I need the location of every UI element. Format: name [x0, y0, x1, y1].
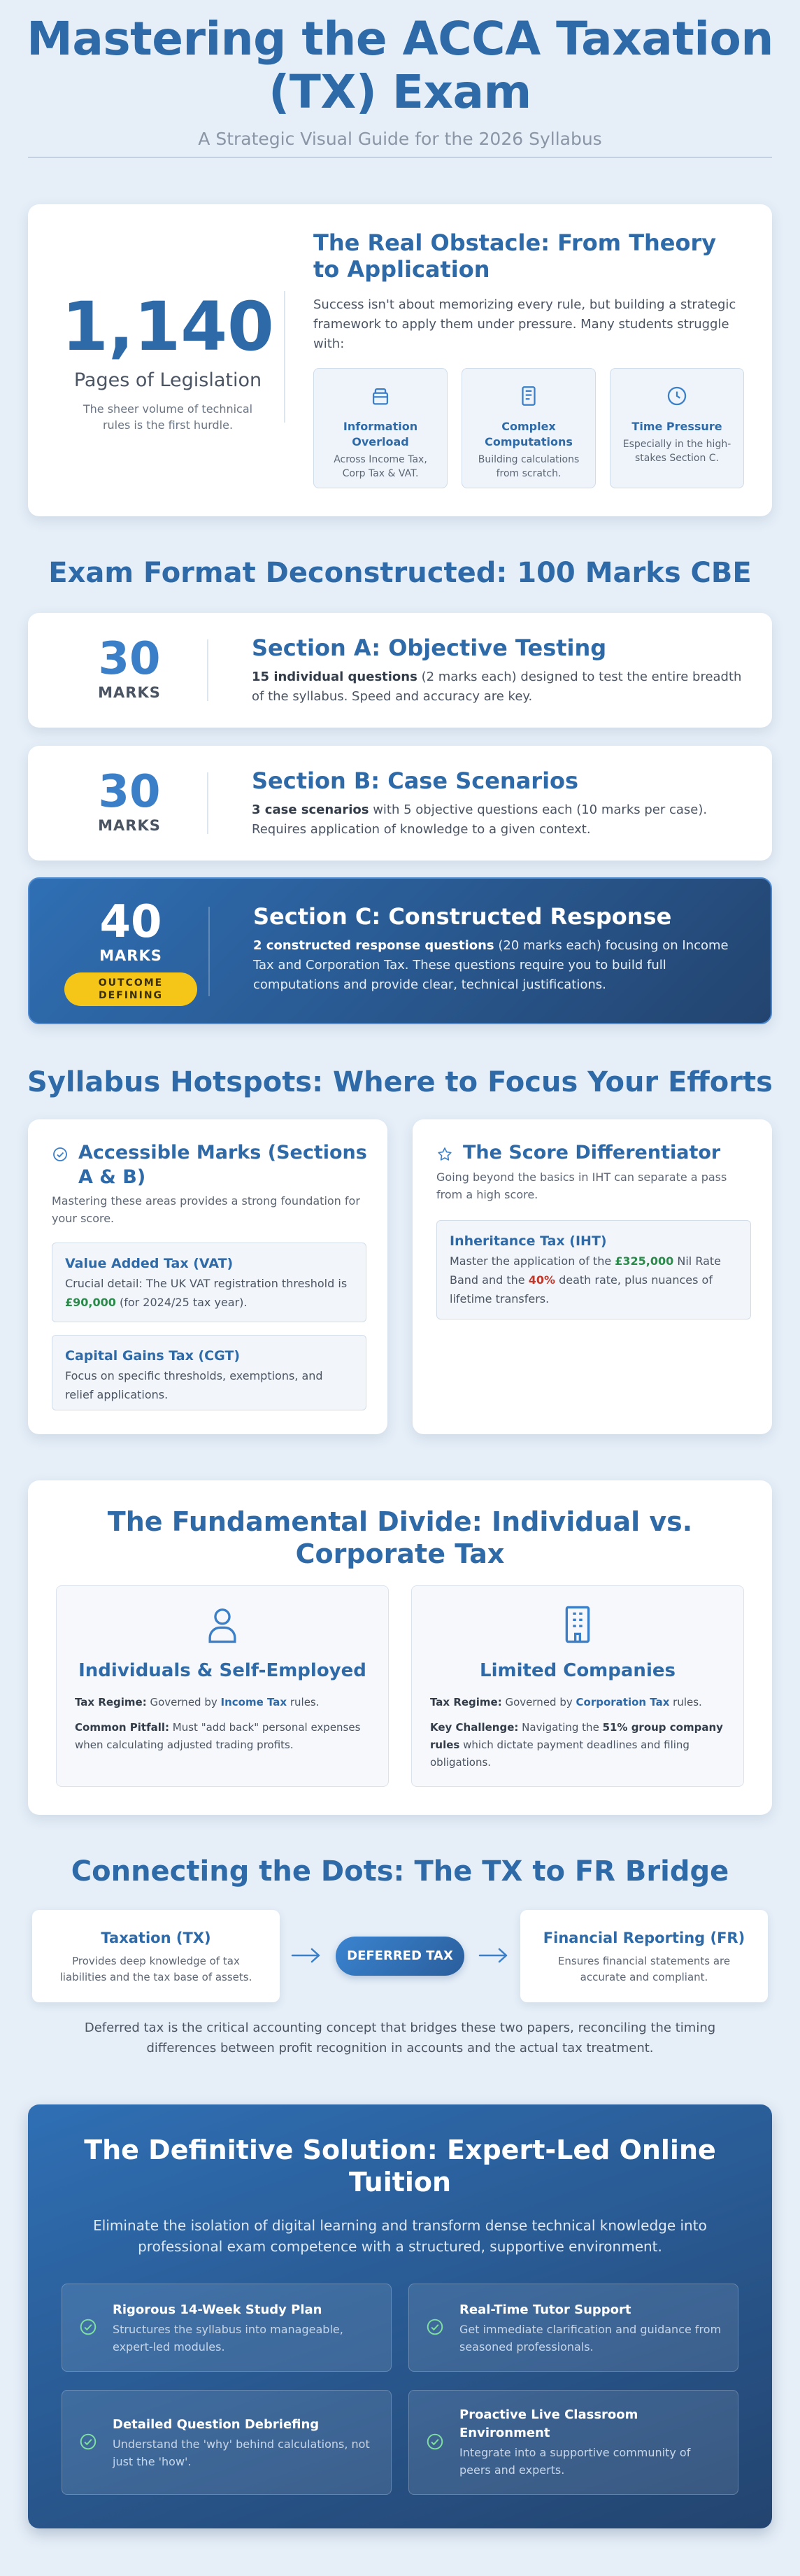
divide-title: The Fundamental Divide: Individual vs. Corporate Tax — [107, 1506, 693, 1569]
obstacle-text — [313, 229, 747, 354]
check-circle-icon — [79, 2318, 97, 2336]
card-title: Taxation (TX) — [101, 1930, 211, 1946]
layers-icon — [369, 397, 392, 411]
marks-block — [57, 897, 204, 1006]
section-body — [253, 903, 750, 995]
marks-block — [56, 767, 203, 834]
tax-regime-line: Tax Regime: Governed by Corporation Tax rules. — [430, 1696, 702, 1708]
solution-title: The Definitive Solution: Expert-Led Online Tuition — [84, 2135, 716, 2198]
solution-panel — [28, 2104, 772, 2528]
exam-section-b — [28, 746, 772, 861]
arrow-right-icon — [290, 1945, 323, 1966]
vertical-divider — [208, 907, 210, 996]
solution-item-tutor-support — [408, 2284, 738, 2372]
iht-box — [436, 1220, 751, 1319]
accessible-marks-card — [28, 1119, 387, 1434]
legislation-stat — [49, 204, 287, 516]
marks-label: MARKS — [98, 817, 161, 834]
iht-title: Inheritance Tax (IHT) — [450, 1233, 607, 1249]
marks-value: 30 — [98, 766, 161, 818]
marks-label: MARKS — [98, 684, 161, 701]
card-title: Accessible Marks (Sections A & B) — [78, 1142, 367, 1188]
exam-section-a — [28, 613, 772, 728]
pages-label: Pages of Legislation — [73, 369, 262, 391]
header-divider — [28, 157, 772, 158]
pages-count: 1,140 — [62, 288, 274, 366]
person-icon — [57, 1604, 388, 1648]
bridge-explanation: Deferred tax is the critical accounting concept that bridges these two papers, reconciling the timing differences between profit recognition in accounts and the actual tax treatment. — [84, 2021, 716, 2055]
financial-reporting-card — [520, 1910, 768, 2002]
struggles-list — [313, 368, 744, 488]
cgt-text: Focus on specific thresholds, exemptions, and relief applications. — [65, 1369, 323, 1401]
vertical-divider — [284, 291, 285, 423]
feature-title: Complex Computations — [485, 420, 573, 448]
check-circle-icon — [79, 2433, 97, 2451]
hotspots-title: Syllabus Hotspots: Where to Focus Your Efforts — [27, 1066, 773, 1098]
feature-desc: Especially in the high-stakes Section C. — [622, 439, 731, 464]
vat-box — [52, 1243, 366, 1322]
feature-complex-computations — [462, 368, 596, 488]
item-title: Real-Time Tutor Support — [459, 2302, 631, 2317]
vat-title: Value Added Tax (VAT) — [65, 1256, 234, 1271]
outcome-defining-badge: OUTCOME DEFINING — [64, 972, 197, 1006]
income-tax-link: Income Tax — [220, 1696, 287, 1708]
individuals-column — [56, 1585, 389, 1787]
marks-label: MARKS — [99, 947, 162, 964]
building-icon — [412, 1604, 743, 1648]
section-title: Section A: Objective Testing — [252, 635, 607, 661]
card-header — [436, 1140, 758, 1166]
item-title: Proactive Live Classroom Environment — [459, 2407, 638, 2440]
feature-information-overload — [313, 368, 448, 488]
column-title: Individuals & Self-Employed — [78, 1660, 366, 1681]
marks-value: 30 — [98, 633, 161, 685]
feature-time-pressure — [610, 368, 744, 488]
common-pitfall-line: Common Pitfall: Must "add back" personal expenses when calculating adjusted trading profits. — [75, 1721, 361, 1751]
item-desc: Integrate into a supportive community of peers and experts. — [459, 2446, 691, 2477]
key-challenge-line: Key Challenge: Navigating the 51% group company rules which dictate payment deadlines and filing obligations. — [430, 1721, 723, 1769]
card-desc: Ensures financial statements are accurate and compliant. — [557, 1955, 731, 1983]
card-intro: Mastering these areas provides a strong foundation for your score. — [52, 1194, 360, 1225]
marks-value: 40 — [99, 896, 162, 948]
section-body — [252, 634, 748, 707]
arrow-right-icon — [477, 1945, 510, 1966]
vertical-divider — [207, 772, 208, 834]
death-rate: 40% — [528, 1273, 555, 1287]
card-header — [52, 1140, 373, 1189]
calculator-icon — [517, 397, 541, 411]
taxation-card — [32, 1910, 280, 2002]
check-circle-icon — [52, 1140, 69, 1166]
pages-caption: The sheer volume of technical rules is the first hurdle. — [83, 402, 253, 432]
item-desc: Structures the syllabus into manageable, expert-led modules. — [113, 2323, 343, 2354]
feature-title: Information Overload — [343, 420, 418, 448]
vat-text: Crucial detail: The UK VAT registration threshold is £90,000 (for 2024/25 tax year). — [65, 1277, 348, 1309]
item-desc: Get immediate clarification and guidance from seasoned professionals. — [459, 2323, 722, 2354]
exam-section-c — [28, 877, 772, 1024]
obstacle-title: The Real Obstacle: From Theory to Application — [313, 229, 717, 283]
section-title: Section C: Constructed Response — [253, 903, 672, 930]
obstacle-paragraph: Success isn't about memorizing every rule, but building a strategic framework to apply them under pressure. Many students struggle with: — [313, 297, 736, 351]
solution-item-live-classroom — [408, 2390, 738, 2495]
cgt-box — [52, 1335, 366, 1410]
vat-threshold: £90,000 — [65, 1296, 116, 1309]
item-title: Rigorous 14-Week Study Plan — [113, 2302, 322, 2317]
check-circle-icon — [426, 2433, 444, 2451]
section-title: Section B: Case Scenarios — [252, 767, 579, 794]
score-differentiator-card — [413, 1119, 772, 1434]
card-title: The Score Differentiator — [463, 1142, 721, 1163]
nil-rate-band: £325,000 — [615, 1254, 674, 1268]
card-title: Financial Reporting (FR) — [543, 1930, 745, 1946]
solution-item-debriefing — [62, 2390, 392, 2495]
tax-regime-line: Tax Regime: Governed by Income Tax rules. — [75, 1696, 320, 1708]
vertical-divider — [207, 639, 208, 701]
companies-column — [411, 1585, 744, 1787]
solution-item-study-plan — [62, 2284, 392, 2372]
bridge-title: Connecting the Dots: The TX to FR Bridge — [71, 1855, 729, 1888]
corporation-tax-link: Corporation Tax — [576, 1696, 670, 1708]
page-title: Mastering the ACCA Taxation (TX) Exam — [27, 12, 773, 119]
feature-title: Time Pressure — [631, 420, 722, 433]
page-subtitle: A Strategic Visual Guide for the 2026 Syllabus — [198, 129, 602, 149]
column-title: Limited Companies — [480, 1660, 676, 1681]
exam-format-title: Exam Format Deconstructed: 100 Marks CBE — [48, 557, 752, 589]
fundamental-divide-card — [28, 1480, 772, 1815]
feature-desc: Building calculations from scratch. — [478, 454, 580, 479]
star-icon — [436, 1140, 453, 1166]
card-desc: Provides deep knowledge of tax liabilities and the tax base of assets. — [59, 1955, 252, 1983]
cgt-title: Capital Gains Tax (CGT) — [65, 1348, 241, 1364]
section-desc: 3 case scenarios with 5 objective questions each (10 marks per case). Requires application of knowledge to a given context. — [252, 802, 708, 837]
section-desc: 15 individual questions (2 marks each) designed to test the entire breadth of the syllabus. Speed and accuracy are key. — [252, 670, 742, 704]
deferred-tax-pill: DEFERRED TAX — [336, 1937, 464, 1976]
clock-icon — [665, 397, 689, 411]
page-header — [0, 13, 800, 149]
card-intro: Going beyond the basics in IHT can separate a pass from a high score. — [436, 1170, 727, 1201]
section-desc: 2 constructed response questions (20 marks each) focusing on Income Tax and Corporation Tax. These questions require you to build full computations and provide clear, technical justifications. — [253, 938, 729, 992]
solution-paragraph: Eliminate the isolation of digital learning and transform dense technical knowledge into professional exam competence with a structured, supportive environment. — [93, 2217, 707, 2255]
obstacle-card — [28, 204, 772, 516]
check-circle-icon — [426, 2318, 444, 2336]
feature-desc: Across Income Tax, Corp Tax & VAT. — [334, 454, 427, 479]
item-desc: Understand the 'why' behind calculations, not just the 'how'. — [113, 2437, 370, 2468]
section-body — [252, 767, 748, 840]
marks-block — [56, 634, 203, 701]
iht-text: Master the application of the £325,000 Nil Rate Band and the 40% death rate, plus nuances of lifetime transfers. — [450, 1254, 721, 1305]
item-title: Detailed Question Debriefing — [113, 2417, 320, 2432]
